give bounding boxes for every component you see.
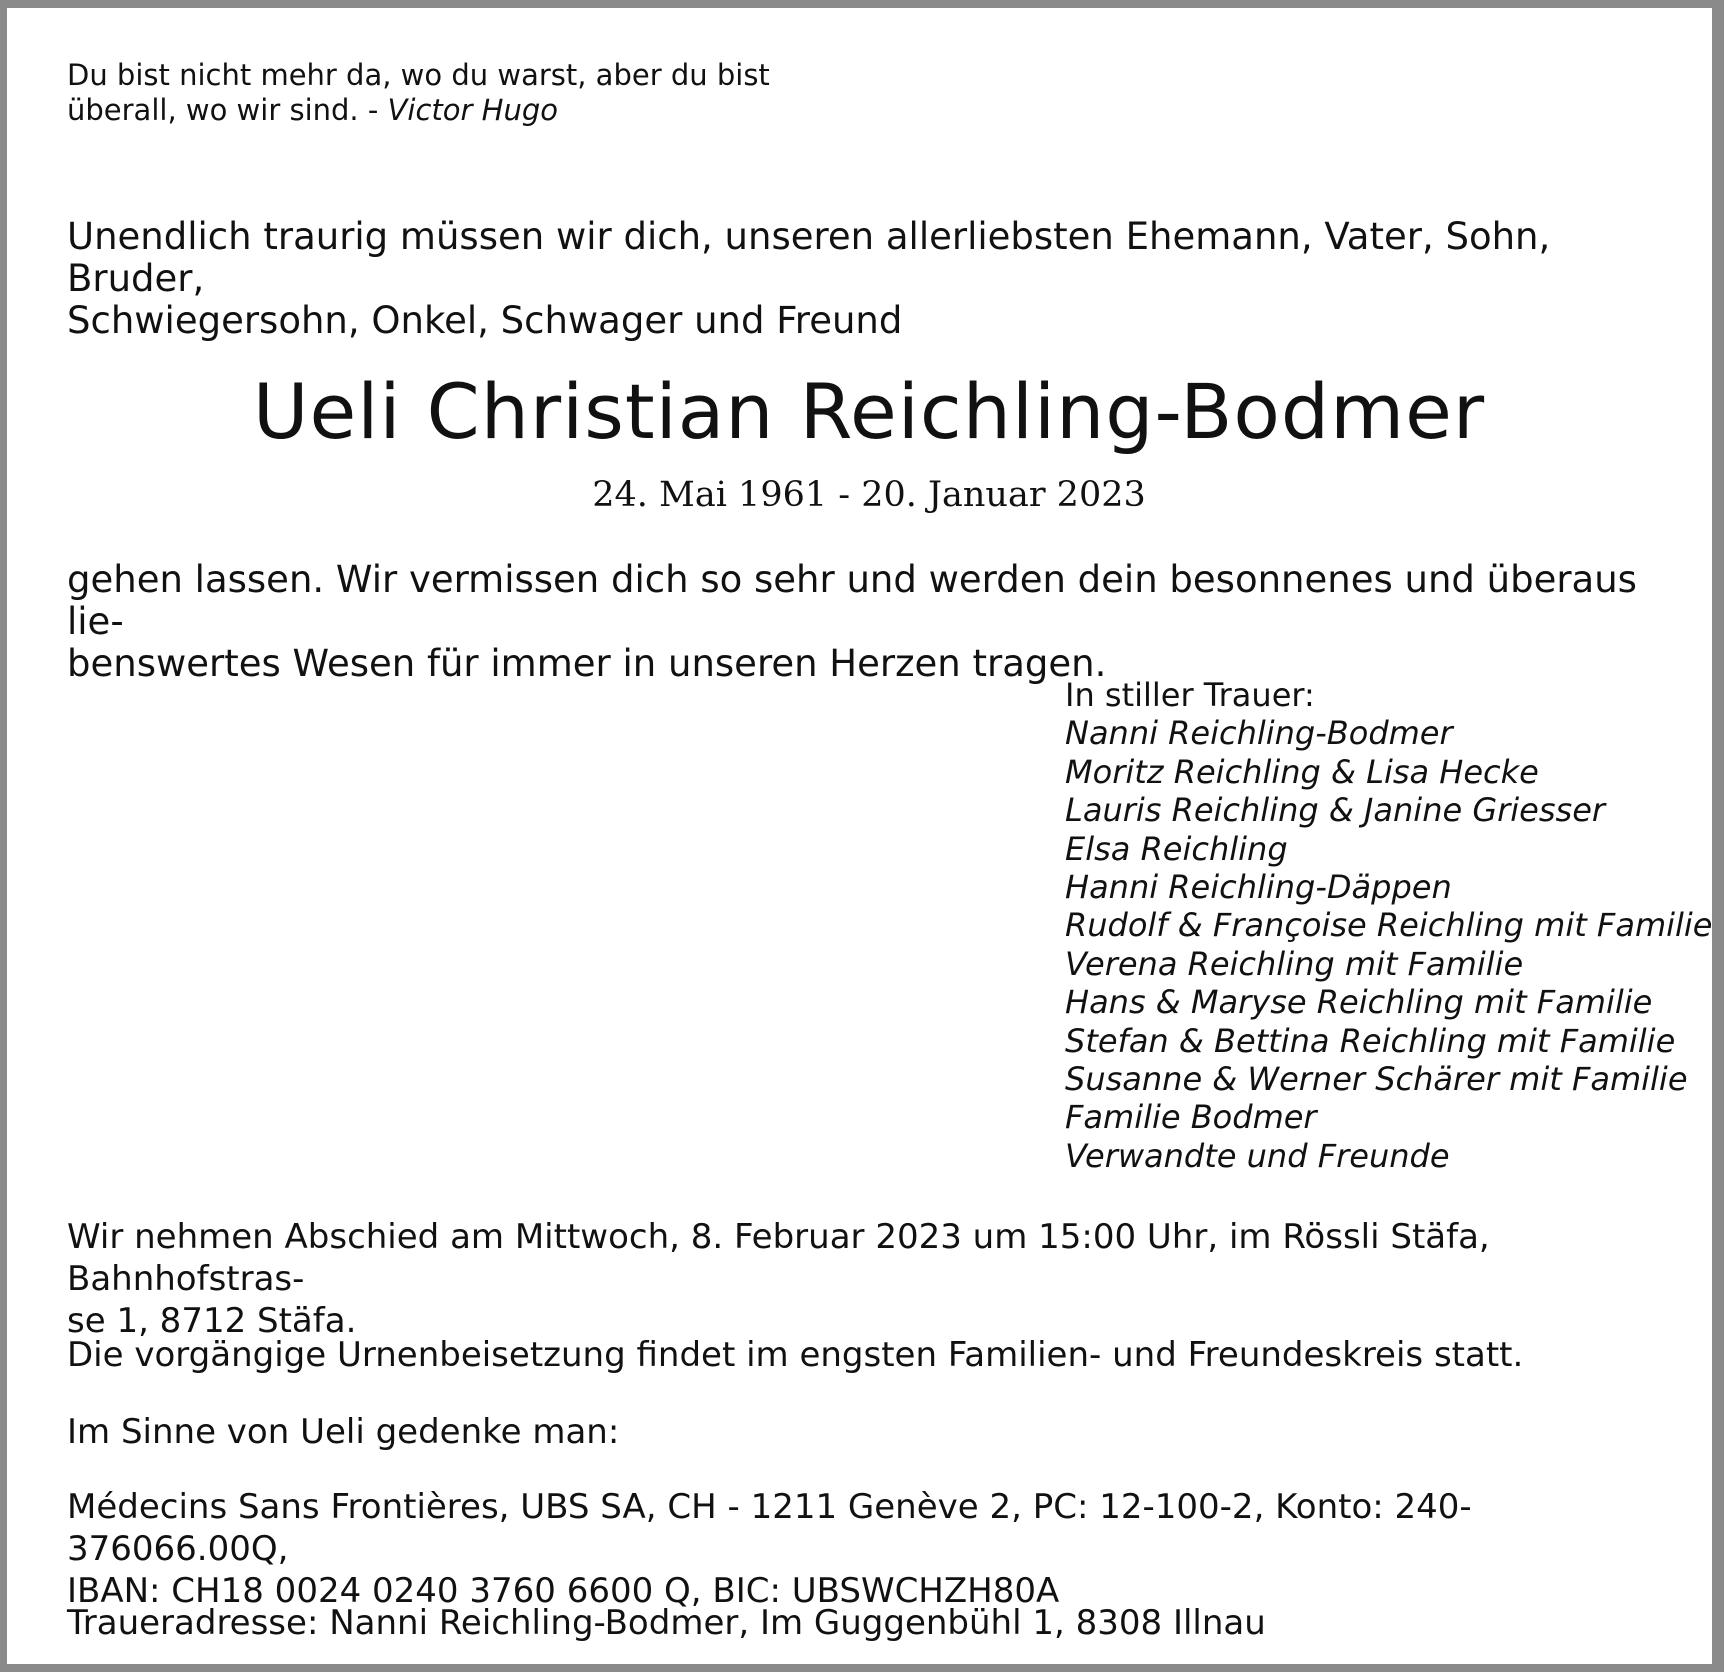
mourner-name: Susanne & Werner Schärer mit Familie (1065, 1060, 1688, 1099)
farewell-line-1: Wir nehmen Abschied am Mittwoch, 8. Februar 2023 um 15:00 Uhr, im Rössli Stäfa, Bahnhofstras- (67, 1217, 1490, 1299)
bank-details (67, 1486, 1687, 1612)
mourner-names (1065, 714, 1712, 1175)
mourner-name: Verwandte und Freunde (1065, 1136, 1450, 1175)
deceased-name: Ueli Christian Reichling-Bodmer (252, 367, 1486, 456)
mourner-name: Elsa Reichling (1065, 829, 1288, 868)
farewell-ceremony-text (67, 1216, 1687, 1342)
intro-line-2: Schwiegersohn, Onkel, Schwager und Freund (67, 299, 903, 342)
mourner-name: Nanni Reichling-Bodmer (1065, 714, 1453, 753)
mourner-name: Verena Reichling mit Familie (1065, 944, 1524, 983)
urn-burial-text: Die vorgängige Urnenbeisetzung findet im engsten Familien- und Freundeskreis statt. (67, 1335, 1524, 1375)
tribute-line-1: gehen lassen. Wir vermissen dich so sehr und werden dein besonnenes und überaus lie- (67, 558, 1637, 643)
mourners-heading: In stiller Trauer: (1065, 676, 1315, 714)
bank-line-1: Médecins Sans Frontières, UBS SA, CH - 1211 Genève 2, PC: 12-100-2, Konto: 240-376066.00Q, (67, 1487, 1472, 1569)
farewell-line-2: se 1, 8712 Stäfa. (67, 1301, 357, 1341)
mourners-list (1065, 676, 1712, 1175)
tribute-line-2: benswertes Wesen für immer in unseren Herzen tragen. (67, 642, 1107, 685)
mourner-name: Stefan & Bettina Reichling mit Familie (1065, 1021, 1676, 1060)
mourner-name: Rudolf & Françoise Reichling mit Familie (1065, 906, 1713, 945)
mourner-name: Hans & Maryse Reichling mit Familie (1065, 983, 1653, 1022)
mourning-address: Traueradresse: Nanni Reichling-Bodmer, Im Guggenbühl 1, 8308 Illnau (67, 1603, 1266, 1643)
motto-author: Victor Hugo (387, 93, 558, 127)
memorial-donation-heading: Im Sinne von Ueli gedenke man: (67, 1412, 620, 1452)
mourner-name: Familie Bodmer (1065, 1098, 1317, 1137)
mourner-name: Hanni Reichling-Däppen (1065, 868, 1452, 907)
bank-line-2: IBAN: CH18 0024 0240 3760 6600 Q, BIC: UBSWCHZH80A (67, 1571, 1060, 1611)
mourner-name: Moritz Reichling & Lisa Hecke (1065, 752, 1539, 791)
motto-quote (67, 58, 827, 128)
mourner-name: Lauris Reichling & Janine Griesser (1065, 791, 1606, 830)
tribute-text (67, 559, 1687, 685)
life-dates: 24. Mai 1961 - 20. Januar 2023 (592, 475, 1146, 515)
motto-line-1: Du bist nicht mehr da, wo du warst, aber du bist (67, 58, 770, 92)
motto-line-2: überall, wo wir sind. - (67, 93, 388, 127)
intro-line-1: Unendlich traurig müssen wir dich, unseren allerliebsten Ehemann, Vater, Sohn, Bruder, (67, 215, 1551, 300)
intro-text (67, 216, 1687, 342)
